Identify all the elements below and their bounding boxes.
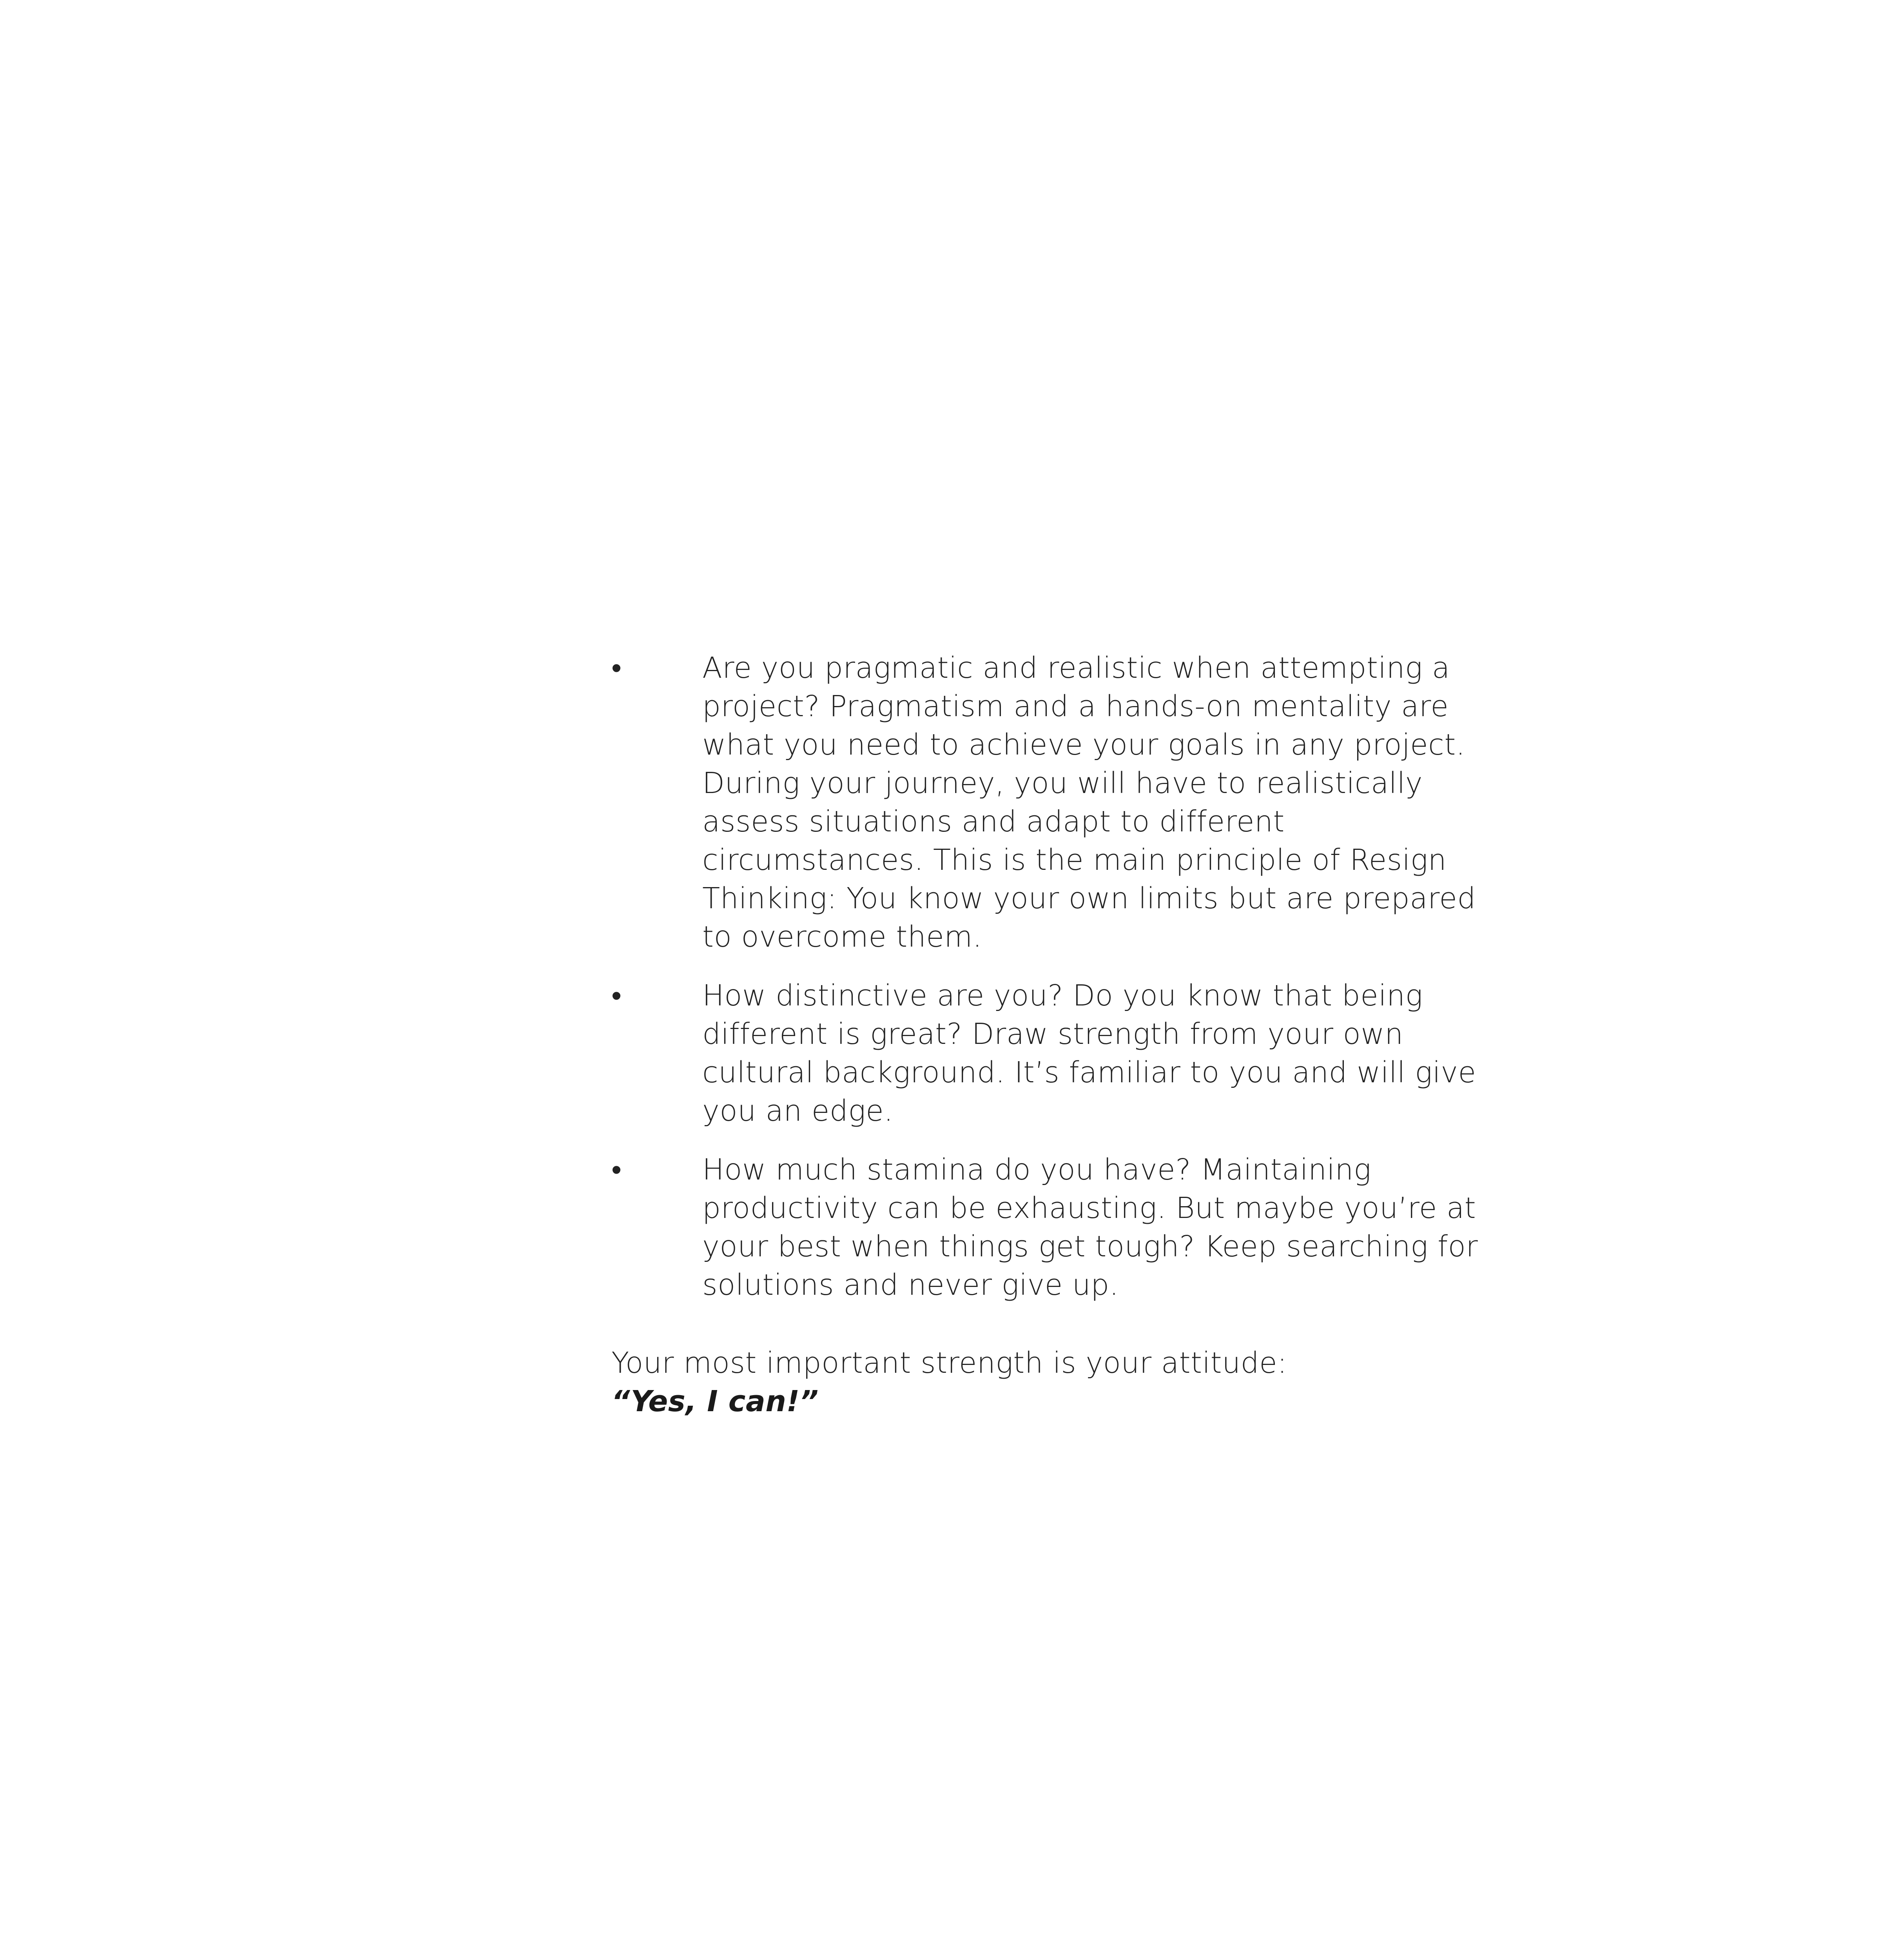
bullet-marker: • bbox=[611, 651, 622, 685]
closing-statement bbox=[611, 1344, 1513, 1421]
bullet-text: Are you pragmatic and realistic when attempting a project? Pragmatism and a hands-on mentality are what you need to achieve your goals in any project. During your journey, you will have to realistically assess situations and adapt to different circumstances. This is the main principle of Resign Thinking: You know your own limits but are prepared to overcome them. bbox=[702, 651, 1476, 954]
list-item bbox=[611, 1151, 1513, 1304]
list-item bbox=[611, 976, 1513, 1130]
bullet-text: How much stamina do you have? Maintaining productivity can be exhausting. But maybe you’re at your best when things get tough? Keep searching for solutions and never give up. bbox=[702, 1153, 1478, 1302]
bullet-list bbox=[611, 649, 1513, 1325]
list-item bbox=[611, 649, 1513, 956]
bullet-marker: • bbox=[611, 979, 622, 1013]
bullet-text: How distinctive are you? Do you know that being different is great? Draw strength from your own cultural background. It’s familiar to you and will give you an edge. bbox=[702, 979, 1476, 1128]
closing-quote: “Yes, I can!” bbox=[611, 1385, 819, 1418]
bullet-marker: • bbox=[611, 1153, 622, 1187]
closing-line: Your most important strength is your attitude: bbox=[611, 1346, 1287, 1380]
